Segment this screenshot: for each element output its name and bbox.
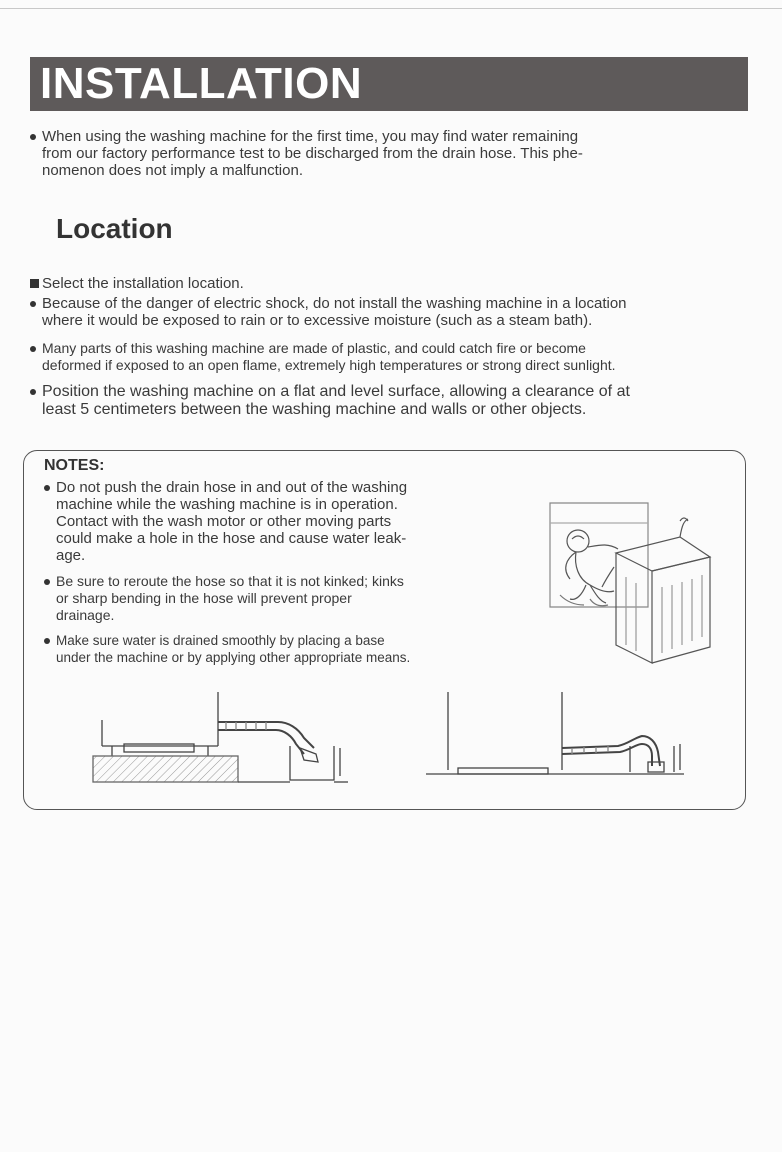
- bullet-icon: [30, 389, 36, 395]
- location-item-text: Many parts of this washing machine are made of plastic, and could catch fire or become deformed if exposed to an open flame, extremely high temperatures or strong direct sunlight.: [42, 340, 616, 373]
- note-item: [44, 632, 514, 666]
- location-item: [30, 295, 760, 329]
- location-heading: Location: [56, 213, 173, 244]
- intro-bullet: [30, 128, 750, 179]
- top-rule: [0, 8, 782, 9]
- note-item: [44, 479, 514, 564]
- child-climbing-washer-illustration: [530, 495, 730, 670]
- select-location-text: Select the installation location.: [42, 275, 244, 292]
- bullet-icon: [30, 134, 36, 140]
- location-item-text: Position the washing machine on a flat and level surface, allowing a clearance of at least 5 centimeters between the washing machine and walls or other objects.: [42, 383, 630, 418]
- intro-text: When using the washing machine for the first time, you may find water remaining from our factory performance test to be discharged from the drain hose. This phe- nomenon does not imply a malfunction.: [42, 128, 583, 179]
- location-item: [30, 383, 760, 419]
- machine-on-floor-drain-illustration: [422, 686, 692, 786]
- bullet-icon: [30, 301, 36, 307]
- title-bar: [30, 57, 748, 111]
- select-location-item: [30, 275, 750, 292]
- location-item-text: Because of the danger of electric shock, do not install the washing machine in a location where it would be exposed to rain or to excessive moisture (such as a steam bath).: [42, 295, 627, 329]
- note-item-text: Make sure water is drained smoothly by placing a base under the machine or by applying other appropriate means.: [56, 633, 411, 665]
- notes-heading: NOTES:: [44, 457, 105, 474]
- bullet-icon: [44, 579, 50, 585]
- machine-on-base-drain-illustration: [88, 688, 358, 788]
- note-item-text: Do not push the drain hose in and out of the washing machine while the washing machine is in operation. Contact with the wash motor or other moving parts could make a hole in the hose and cause water leak- age.: [56, 479, 408, 564]
- note-item-text: Be sure to reroute the hose so that it is not kinked; kinks or sharp bending in the hose will prevent proper drainage.: [56, 573, 404, 623]
- bullet-icon: [30, 346, 36, 352]
- square-bullet-icon: [30, 279, 39, 288]
- bullet-icon: [44, 638, 50, 644]
- bullet-icon: [44, 485, 50, 491]
- location-item: [30, 340, 770, 374]
- page-title: INSTALLATION: [40, 59, 363, 108]
- note-item: [44, 573, 514, 624]
